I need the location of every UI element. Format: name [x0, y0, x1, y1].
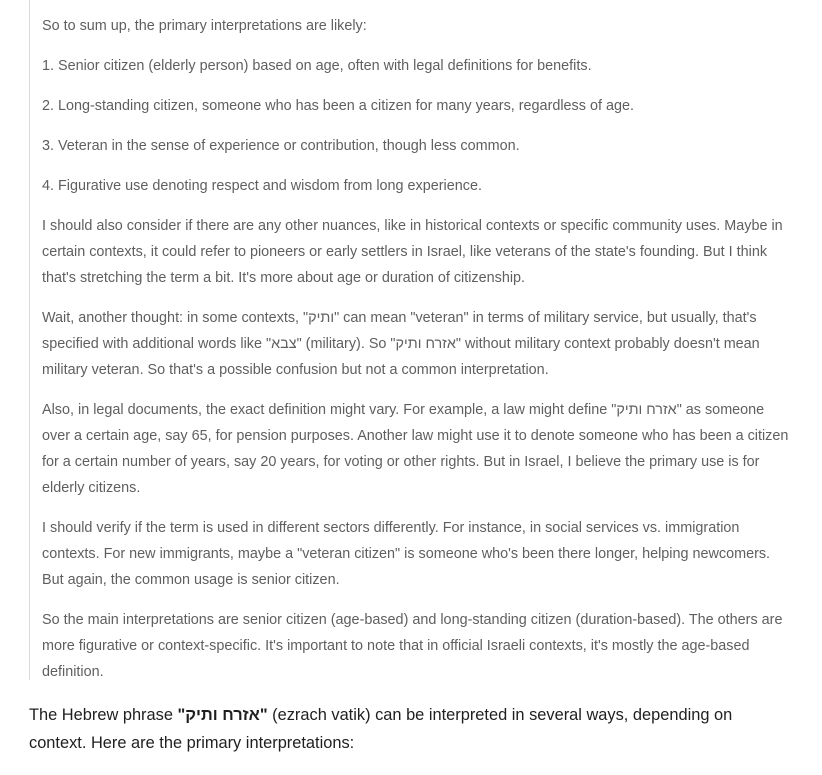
thinking-paragraph: Wait, another thought: in some contexts, "ותיק" can mean "veteran" in terms of military service, but usually, that's specified with additional words like "צבא" (military). So "אזרח ותיק" without military context probably doesn't mean military veteran. So that's a possible confusion but not a common interpretation. — [42, 310, 760, 378]
hebrew-term: "אזרח ותיק" — [177, 706, 268, 724]
thinking-paragraph: 3. Veteran in the sense of experience or contribution, though less common. — [42, 138, 520, 154]
thinking-paragraph: I should verify if the term is used in different sectors differently. For instance, in social services vs. immigration contexts. For new immigrants, maybe a "veteran citizen" is someone who's been there longer, helping newcomers. But again, the common usage is senior citizen. — [42, 520, 771, 588]
thinking-block — [29, 0, 789, 680]
answer-paragraph — [29, 701, 789, 757]
thinking-paragraph: 1. Senior citizen (elderly person) based on age, often with legal definitions for benefits. — [42, 58, 592, 74]
thinking-paragraph: 4. Figurative use denoting respect and wisdom from long experience. — [42, 178, 482, 194]
thinking-paragraph: I should also consider if there are any other nuances, like in historical contexts or specific community uses. Maybe in certain contexts, it could refer to pioneers or early settlers in Israel, like veterans of the state's founding. But I think that's stretching the term a bit. It's more about age or duration of citizenship. — [42, 218, 783, 286]
answer-text — [29, 701, 789, 757]
thinking-paragraph: 2. Long-standing citizen, someone who has been a citizen for many years, regardless of age. — [42, 98, 634, 114]
answer-prefix: The Hebrew phrase — [29, 706, 178, 724]
thinking-paragraph: Also, in legal documents, the exact definition might vary. For example, a law might define "אזרח ותיק" as someone over a certain age, say 65, for pension purposes. Another law might use it to denote someone who has been a citizen for a certain number of years, say 20 years, for voting or other rights. But in Israel, I believe the primary use is for elderly citizens. — [42, 402, 789, 496]
thinking-paragraph: So to sum up, the primary interpretations are likely: — [42, 18, 367, 34]
answer-suffix: (ezrach vatik) can be interpreted in several ways, depending on context. Here are the primary interpretations: — [29, 706, 733, 752]
thinking-paragraph: So the main interpretations are senior citizen (age-based) and long-standing citizen (duration-based). The others are more figurative or context-specific. It's important to note that in official Israeli contexts, it's mostly the age-based definition. — [42, 612, 783, 680]
